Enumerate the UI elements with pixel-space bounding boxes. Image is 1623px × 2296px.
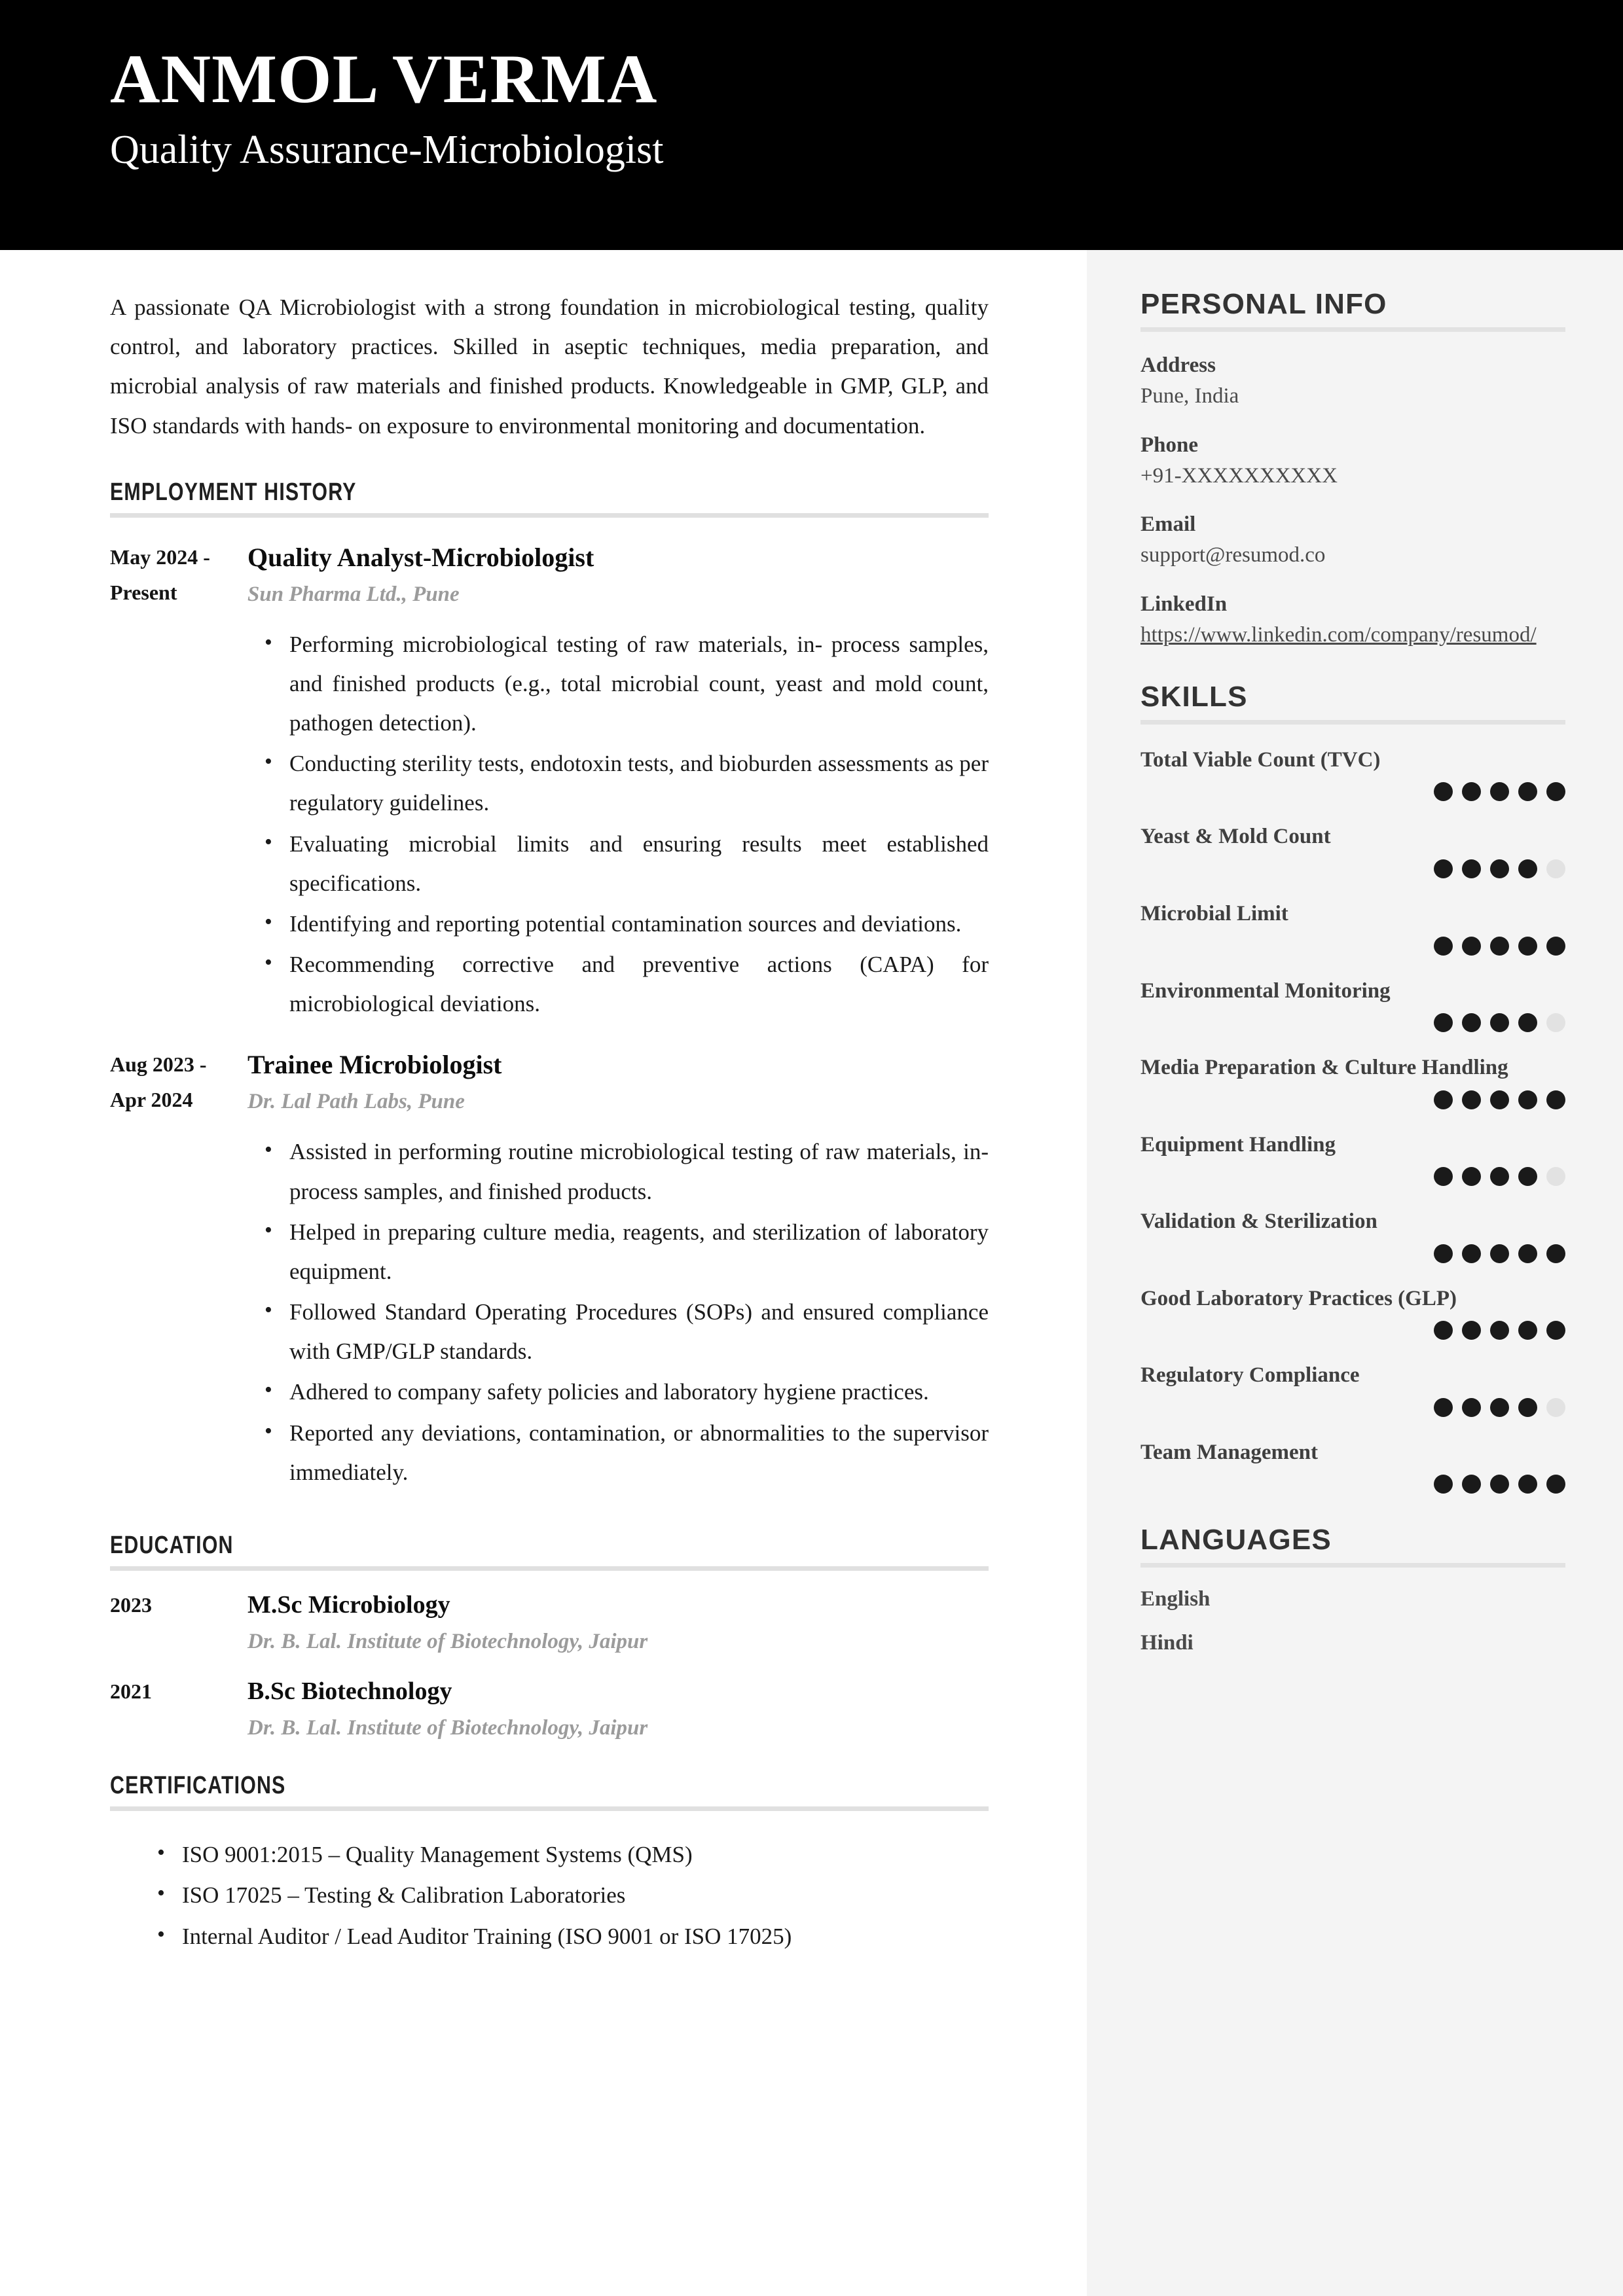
skill-name: Regulatory Compliance — [1140, 1363, 1360, 1388]
rating-dot-filled — [1434, 1244, 1453, 1263]
job-headline: Quality Assurance-Microbiologist — [110, 127, 664, 172]
page-title: ANMOL VERMA — [110, 41, 658, 117]
section-divider — [110, 513, 989, 518]
list-item: • Assisted in performing routine microbiological testing of raw materials, in-process samples, and finished products. — [289, 1132, 989, 1211]
education-year: 2023 — [110, 1593, 152, 1617]
employment-dates — [110, 540, 247, 1026]
rating-dot-filled — [1518, 1167, 1537, 1186]
section-certifications — [110, 1772, 989, 1811]
rating-dot-filled — [1518, 782, 1537, 801]
main-column — [0, 250, 1087, 2296]
section-divider — [110, 1566, 989, 1571]
personal-info-item — [1140, 589, 1565, 651]
skill-item — [1140, 1053, 1565, 1109]
skill-rating-dots — [1140, 1321, 1565, 1340]
rating-dot-filled — [1434, 1167, 1453, 1186]
rating-dot-filled — [1490, 1090, 1509, 1109]
list-item: • Evaluating microbial limits and ensuring results meet established specifications. — [289, 825, 989, 903]
rating-dot-filled — [1518, 1475, 1537, 1494]
personal-info-label: Address — [1140, 353, 1216, 377]
rating-dot-filled — [1462, 1013, 1481, 1032]
sidebar-section-personal-info — [1140, 288, 1565, 651]
list-item: • Adhered to company safety policies and laboratory hygiene practices. — [289, 1372, 989, 1412]
employment-date-start: May 2024 - — [110, 545, 210, 569]
rating-dot-empty — [1546, 1167, 1565, 1186]
rating-dot-filled — [1462, 937, 1481, 956]
section-heading-certifications: CERTIFICATIONS — [110, 1772, 286, 1800]
skill-name: Validation & Sterilization — [1140, 1210, 1377, 1234]
list-item: • Recommending corrective and preventive actions (CAPA) for microbiological deviations. — [289, 945, 989, 1024]
skill-item — [1140, 1284, 1565, 1340]
skill-rating-dots — [1140, 782, 1565, 801]
education-list — [110, 1589, 989, 1743]
skill-name: Total Viable Count (TVC) — [1140, 747, 1381, 772]
education-entry — [110, 1589, 989, 1657]
section-education — [110, 1532, 989, 1571]
section-divider — [1140, 720, 1565, 725]
rating-dot-filled — [1434, 1475, 1453, 1494]
section-divider — [1140, 327, 1565, 332]
list-item: • Followed Standard Operating Procedures (SOPs) and ensured compliance with GMP/GLP standards. — [289, 1293, 989, 1371]
rating-dot-filled — [1546, 1090, 1565, 1109]
skill-rating-dots — [1140, 1167, 1565, 1186]
rating-dot-filled — [1490, 1013, 1509, 1032]
rating-dot-filled — [1490, 1244, 1509, 1263]
rating-dot-filled — [1434, 1090, 1453, 1109]
rating-dot-filled — [1518, 1090, 1537, 1109]
list-item: • ISO 17025 – Testing & Calibration Laboratories — [182, 1875, 989, 1916]
sidebar — [1087, 250, 1623, 2296]
rating-dot-filled — [1434, 782, 1453, 801]
skill-rating-dots — [1140, 1475, 1565, 1494]
list-item: • ISO 9001:2015 – Quality Management Systems (QMS) — [182, 1835, 989, 1875]
language-item: English — [1140, 1587, 1211, 1611]
personal-info-item — [1140, 350, 1565, 412]
personal-info-item — [1140, 430, 1565, 492]
rating-dot-filled — [1546, 1475, 1565, 1494]
rating-dot-filled — [1490, 1321, 1509, 1340]
personal-info-item — [1140, 509, 1565, 571]
skill-item — [1140, 1207, 1565, 1263]
rating-dot-filled — [1462, 1475, 1481, 1494]
skill-name: Team Management — [1140, 1440, 1318, 1464]
education-details — [247, 1589, 989, 1657]
skills-list — [1140, 745, 1565, 1494]
section-heading-education: EDUCATION — [110, 1532, 234, 1559]
employment-company: Sun Pharma Ltd., Pune — [247, 582, 460, 606]
rating-dot-filled — [1546, 782, 1565, 801]
rating-dot-filled — [1518, 937, 1537, 956]
rating-dot-filled — [1490, 937, 1509, 956]
skill-name: Microbial Limit — [1140, 901, 1288, 925]
employment-entry — [110, 540, 989, 1026]
skill-name: Environmental Monitoring — [1140, 978, 1391, 1003]
education-entry — [110, 1676, 989, 1744]
list-item: • Internal Auditor / Lead Auditor Training (ISO 9001 or ISO 17025) — [182, 1916, 989, 1957]
skill-name: Good Laboratory Practices (GLP) — [1140, 1286, 1457, 1310]
employment-details — [247, 1047, 989, 1494]
section-heading-personal-info: PERSONAL INFO — [1140, 288, 1387, 320]
section-heading-employment: EMPLOYMENT HISTORY — [110, 478, 357, 506]
skill-item — [1140, 745, 1565, 802]
employment-bullets — [247, 1132, 989, 1492]
personal-info-list — [1140, 350, 1565, 651]
personal-info-label: Email — [1140, 512, 1196, 537]
certifications-list — [110, 1835, 989, 1957]
rating-dot-filled — [1462, 1321, 1481, 1340]
rating-dot-filled — [1546, 937, 1565, 956]
skill-item — [1140, 977, 1565, 1033]
rating-dot-filled — [1490, 1398, 1509, 1417]
skill-name: Media Preparation & Culture Handling — [1140, 1056, 1508, 1080]
resume-body — [0, 250, 1623, 2296]
rating-dot-filled — [1434, 1398, 1453, 1417]
skill-item — [1140, 1361, 1565, 1417]
section-divider — [110, 1806, 989, 1811]
skill-rating-dots — [1140, 1398, 1565, 1417]
employment-list — [110, 540, 989, 1494]
rating-dot-filled — [1462, 782, 1481, 801]
rating-dot-filled — [1434, 937, 1453, 956]
rating-dot-filled — [1434, 1013, 1453, 1032]
skill-item — [1140, 1438, 1565, 1494]
rating-dot-filled — [1434, 1321, 1453, 1340]
employment-bullets — [247, 625, 989, 1024]
skill-rating-dots — [1140, 1013, 1565, 1032]
rating-dot-filled — [1434, 859, 1453, 878]
education-degree: M.Sc Microbiology — [247, 1591, 450, 1619]
rating-dot-filled — [1490, 782, 1509, 801]
linkedin-link[interactable]: https://www.linkedin.com/company/resumod/ — [1140, 623, 1537, 647]
sidebar-section-languages — [1140, 1524, 1565, 1655]
rating-dot-filled — [1518, 859, 1537, 878]
list-item: • Conducting sterility tests, endotoxin tests, and bioburden assessments as per regulatory guidelines. — [289, 744, 989, 823]
section-divider — [1140, 1563, 1565, 1568]
employment-entry — [110, 1047, 989, 1494]
employment-job-title: Quality Analyst-Microbiologist — [247, 542, 594, 572]
personal-info-label: LinkedIn — [1140, 592, 1228, 617]
section-heading-skills: SKILLS — [1140, 680, 1248, 713]
section-employment-history — [110, 478, 989, 518]
education-details — [247, 1676, 989, 1744]
rating-dot-filled — [1490, 1475, 1509, 1494]
rating-dot-filled — [1490, 859, 1509, 878]
education-year: 2021 — [110, 1679, 152, 1703]
rating-dot-filled — [1518, 1321, 1537, 1340]
education-school: Dr. B. Lal. Institute of Biotechnology, Jaipur — [247, 1715, 648, 1740]
rating-dot-filled — [1490, 1167, 1509, 1186]
skill-rating-dots — [1140, 937, 1565, 956]
rating-dot-filled — [1462, 1167, 1481, 1186]
skill-item — [1140, 822, 1565, 878]
rating-dot-empty — [1546, 1013, 1565, 1032]
rating-dot-filled — [1462, 1398, 1481, 1417]
list-item: • Identifying and reporting potential contamination sources and deviations. — [289, 905, 989, 944]
rating-dot-filled — [1546, 1244, 1565, 1263]
section-heading-languages: LANGUAGES — [1140, 1524, 1332, 1556]
sidebar-section-skills — [1140, 681, 1565, 1494]
skill-rating-dots — [1140, 1090, 1565, 1109]
rating-dot-empty — [1546, 859, 1565, 878]
list-item: • Reported any deviations, contamination, or abnormalities to the supervisor immediately. — [289, 1414, 989, 1492]
skill-rating-dots — [1140, 859, 1565, 878]
rating-dot-filled — [1462, 1090, 1481, 1109]
skill-item — [1140, 899, 1565, 956]
education-degree: B.Sc Biotechnology — [247, 1677, 452, 1705]
employment-details — [247, 540, 989, 1026]
rating-dot-filled — [1518, 1244, 1537, 1263]
personal-info-value: +91-XXXXXXXXXX — [1140, 463, 1338, 488]
rating-dot-filled — [1518, 1398, 1537, 1417]
employment-date-end: Present — [110, 580, 177, 604]
education-school: Dr. B. Lal. Institute of Biotechnology, Jaipur — [247, 1630, 648, 1654]
skill-name: Yeast & Mold Count — [1140, 825, 1331, 849]
personal-info-value: Pune, India — [1140, 384, 1239, 408]
employment-dates — [110, 1047, 247, 1494]
personal-info-value: support@resumod.co — [1140, 543, 1326, 567]
skill-name: Equipment Handling — [1140, 1132, 1336, 1157]
professional-summary: A passionate QA Microbiologist with a strong foundation in microbiological testing, quality control, and laboratory practices. Skilled in aseptic techniques, media preparation, and microbial analysis of raw materials and finished products. Knowledgeable in GMP, GLP, and ISO standards with hands- on exposure to environmental monitoring and documentation. — [110, 295, 989, 439]
employment-date-start: Aug 2023 - — [110, 1052, 207, 1077]
rating-dot-filled — [1546, 1321, 1565, 1340]
employment-job-title: Trainee Microbiologist — [247, 1050, 502, 1080]
personal-info-label: Phone — [1140, 433, 1199, 457]
employment-date-end: Apr 2024 — [110, 1088, 193, 1112]
languages-list — [1140, 1587, 1565, 1655]
skill-rating-dots — [1140, 1244, 1565, 1263]
resume-header — [0, 0, 1623, 250]
skill-item — [1140, 1130, 1565, 1187]
employment-company: Dr. Lal Path Labs, Pune — [247, 1090, 465, 1114]
rating-dot-filled — [1462, 859, 1481, 878]
list-item: • Performing microbiological testing of raw materials, in- process samples, and finished products (e.g., total microbial count, yeast and mold count, pathogen detection). — [289, 625, 989, 744]
language-item: Hindi — [1140, 1631, 1194, 1655]
rating-dot-filled — [1518, 1013, 1537, 1032]
list-item: • Helped in preparing culture media, reagents, and sterilization of laboratory equipment. — [289, 1213, 989, 1291]
rating-dot-filled — [1462, 1244, 1481, 1263]
rating-dot-empty — [1546, 1398, 1565, 1417]
